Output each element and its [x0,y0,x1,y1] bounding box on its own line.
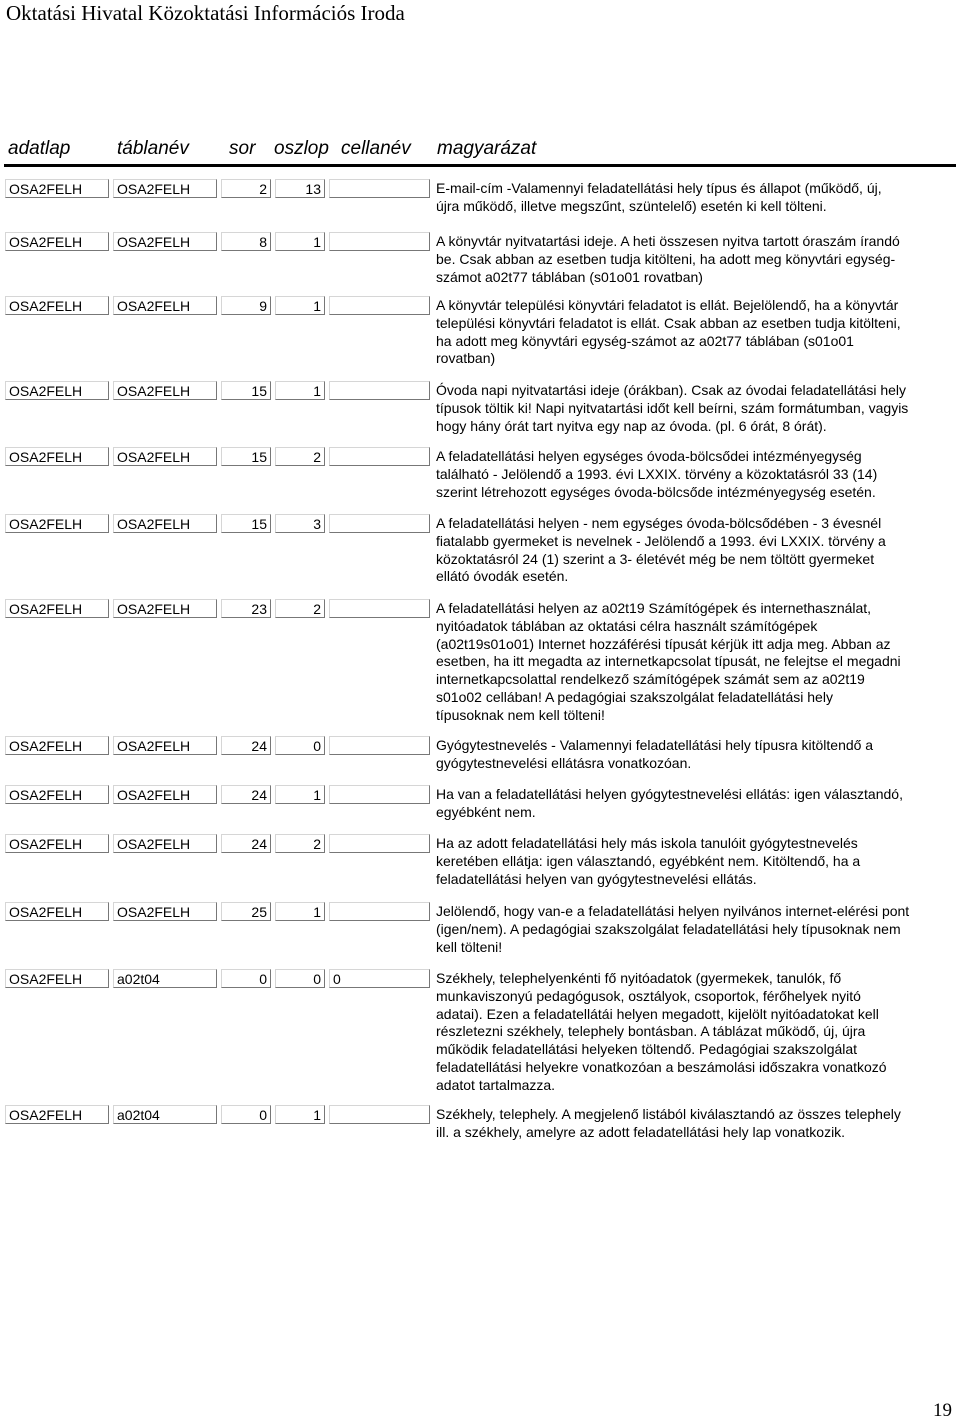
cellanev-cell [329,232,430,251]
tablanev-cell: OSA2FELH [113,736,217,755]
explanation-text: A feladatellátási helyen - nem egységes óvoda-bölcsődében - 3 évesnél fiatalabb gyermeket is nevelnek - Jelölendő a 1993. évi LXXIX. törvény a közoktatásról 24 (1) szerint a 3- életévét még be nem töltött gyermeket ellátó óvodák esetén. [436,515,886,585]
adatlap-cell: OSA2FELH [5,969,109,988]
adatlap-cell: OSA2FELH [5,599,109,618]
sor-cell: 15 [221,447,271,466]
tablanev-cell: a02t04 [113,1105,217,1124]
explanation-text: Székhely, telephelyenkénti fő nyitóadatok (gyermekek, tanulók, fő munkaviszonyú pedagógusok, osztályok, csoportok, férőhelyek nyitó adatai). Ezen a feladatellátái helyen megadott, kijelölt nyitóadatokat kell részletezni székhely, telephely bontásban. A táblázat működő, új, újra működik feladatellátási helyeken töltendő. Pedagógiai szakszolgálat feladatellátási helyekre vonatkozóan a beszámolási időszakra vonatkozó adatot tartalmazza. [436,970,887,1093]
tablanev-cell: OSA2FELH [113,599,217,618]
sor-cell: 2 [221,179,271,198]
explanation-text: A feladatellátási helyen az a02t19 Számítógépek és internethasználat, nyitóadatok táblában az oktatási célra használt számítógépek (a02t19s01o01) Internet hozzáférési típusát kérjük itt adja meg. Abban az esetben, ha itt megadta az internetkapcsolat típusát, ne felejtse el megadni internetkapcsolattal rendelkező számítógépek számát sem az a02t19 s01o02 cellában! A pedagógiai szakszolgálat feladatellátási hely típusoknak nem kell tölteni! [436,600,901,723]
cellanev-cell [329,381,430,400]
sor-cell: 15 [221,514,271,533]
cellanev-cell [329,902,430,921]
sor-cell: 25 [221,902,271,921]
explanation-text: Ha az adott feladatellátási hely más iskola tanulóit gyógytestnevelés keretében ellátja: igen választandó, egyébként nem. Kitöltendő, ha a feladatellátási helyen van gyógytestnevelési ellátás. [436,835,861,887]
explanation-text: Jelölendő, hogy van-e a feladatellátási helyen nyilvános internet-elérési pont (igen/nem). A pedagógiai szakszolgálat feladatellátási hely típusoknak nem kell tölteni! [436,903,910,955]
header-sor: sor [229,138,256,159]
adatlap-cell: OSA2FELH [5,232,109,251]
oszlop-cell: 2 [275,599,325,618]
tablanev-cell: OSA2FELH [113,381,217,400]
tablanev-cell: a02t04 [113,969,217,988]
oszlop-cell: 1 [275,232,325,251]
sor-cell: 24 [221,785,271,804]
oszlop-cell: 13 [275,179,325,198]
adatlap-cell: OSA2FELH [5,296,109,315]
oszlop-cell: 1 [275,1105,325,1124]
oszlop-cell: 3 [275,514,325,533]
sor-cell: 24 [221,736,271,755]
oszlop-cell: 2 [275,447,325,466]
page-number: 19 [933,1400,952,1421]
adatlap-cell: OSA2FELH [5,447,109,466]
tablanev-cell: OSA2FELH [113,232,217,251]
adatlap-cell: OSA2FELH [5,1105,109,1124]
header-cellanev: cellanév [341,138,411,159]
adatlap-cell: OSA2FELH [5,381,109,400]
adatlap-cell: OSA2FELH [5,902,109,921]
cellanev-cell [329,447,430,466]
cellanev-cell [329,296,430,315]
adatlap-cell: OSA2FELH [5,834,109,853]
tablanev-cell: OSA2FELH [113,902,217,921]
sor-cell: 0 [221,969,271,988]
sor-cell: 9 [221,296,271,315]
sor-cell: 8 [221,232,271,251]
oszlop-cell: 1 [275,785,325,804]
sor-cell: 15 [221,381,271,400]
explanation-text: E-mail-cím -Valamennyi feladatellátási hely típus és állapot (működő, új, újra működő, illetve megszűnt, szüntelelő) esetén ki kell tölteni. [436,180,882,214]
tablanev-cell: OSA2FELH [113,514,217,533]
explanation-text: Gyógytestnevelés - Valamennyi feladatellátási hely típusra kitöltendő a gyógytestnevelési ellátásra vonatkozóan. [436,737,874,771]
adatlap-cell: OSA2FELH [5,736,109,755]
oszlop-cell: 0 [275,969,325,988]
tablanev-cell: OSA2FELH [113,296,217,315]
adatlap-cell: OSA2FELH [5,514,109,533]
oszlop-cell: 1 [275,381,325,400]
cellanev-cell: 0 [329,969,430,988]
header-tablanev: táblanév [117,138,189,159]
explanation-text: A könyvtár nyitvatartási ideje. A heti összesen nyitva tartott óraszám írandó be. Csak abban az esetben tudja kitölteni, ha adott meg könyvtári egység- számot a02t77 táblában (s01o01 rovatban) [436,233,900,285]
cellanev-cell [329,834,430,853]
tablanev-cell: OSA2FELH [113,834,217,853]
header-divider [4,164,956,167]
tablanev-cell: OSA2FELH [113,447,217,466]
document-title: Oktatási Hivatal Közoktatási Információs Iroda [6,1,405,25]
explanation-text: A feladatellátási helyen egységes óvoda-bölcsődei intézményegység található - Jelölendő a 1993. évi LXXIX. törvény a közoktatásról 33 (14) szerint létrehozott egységes óvoda-bölcsőde intézményegység esetén. [436,448,878,500]
explanation-text: Ha van a feladatellátási helyen gyógytestnevelési ellátás: igen választandó, egyébként nem. [436,786,903,820]
cellanev-cell [329,785,430,804]
cellanev-cell [329,1105,430,1124]
tablanev-cell: OSA2FELH [113,785,217,804]
header-oszlop: oszlop [274,138,329,159]
explanation-text: Óvoda napi nyitvatartási ideje (órákban). Csak az óvodai feladatellátási hely típusok töltik ki! Napi nyitvatartási időt kell beírni, szám formátumban, vagyis hogy hány órát tart nyitva egy nap az óvoda. (pl. 6 órát, 8 órát). [436,382,909,434]
oszlop-cell: 1 [275,902,325,921]
column-header [0,137,960,167]
adatlap-cell: OSA2FELH [5,179,109,198]
cellanev-cell [329,179,430,198]
oszlop-cell: 0 [275,736,325,755]
cellanev-cell [329,736,430,755]
explanation-text: A könyvtár települési könyvtári feladatot is ellát. Bejelölendő, ha a könyvtár települési könyvtári feladatot is ellát. Csak abban az esetben tudja kitölteni, ha adott meg könyvtári egység-számot az a02t77 táblában (s01o01 rovatban) [436,297,901,367]
cellanev-cell [329,514,430,533]
cellanev-cell [329,599,430,618]
oszlop-cell: 2 [275,834,325,853]
sor-cell: 0 [221,1105,271,1124]
sor-cell: 24 [221,834,271,853]
adatlap-cell: OSA2FELH [5,785,109,804]
oszlop-cell: 1 [275,296,325,315]
header-magyarazat: magyarázat [437,138,537,159]
explanation-text: Székhely, telephely. A megjelenő listából kiválasztandó az összes telephely ill. a székhely, amelyre az adott feladatellátási hely lap vonatkozik. [436,1106,901,1140]
sor-cell: 23 [221,599,271,618]
tablanev-cell: OSA2FELH [113,179,217,198]
header-adatlap: adatlap [8,138,71,159]
